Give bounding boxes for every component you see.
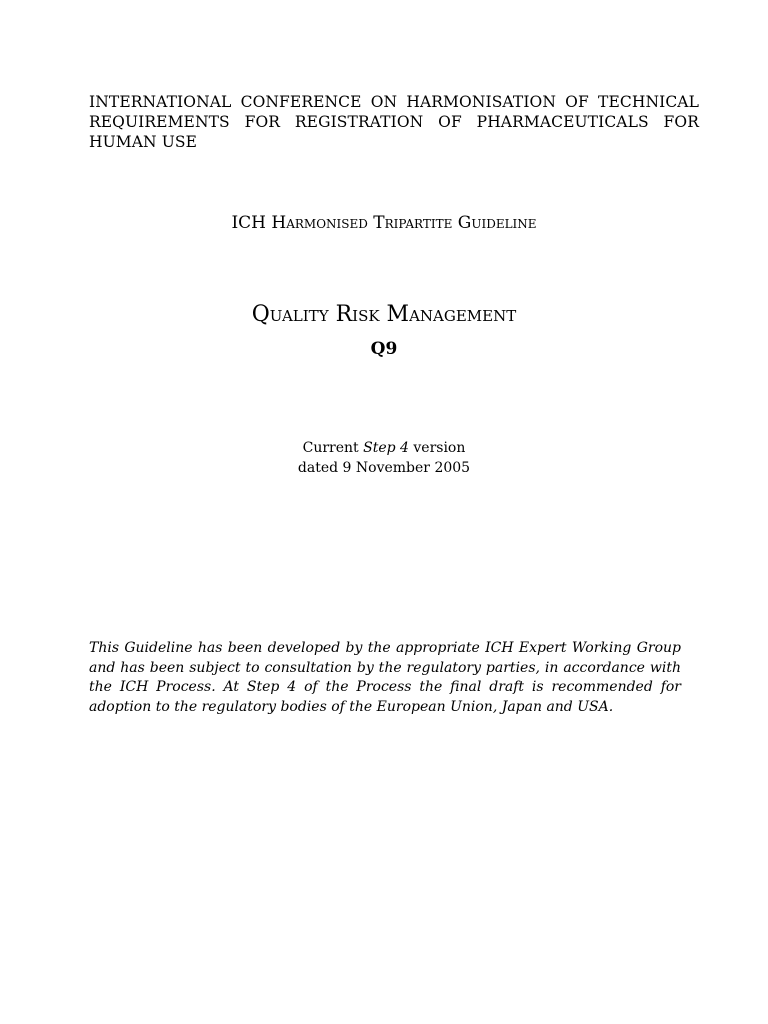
version-date: dated 9 November 2005 bbox=[297, 460, 471, 476]
version-block bbox=[0, 438, 768, 478]
guideline-description: This Guideline has been developed by the appropriate ICH Expert Working Group and has been subject to consultation by the regulatory parties, in accordance with the ICH Process. At Step 4 of the Process the final draft is recommended for adoption to the regulatory bodies of the European Union, Japan and USA. bbox=[89, 640, 681, 715]
version-step: Step 4 bbox=[363, 440, 409, 456]
document-title: Quality Risk Management bbox=[251, 302, 517, 327]
document-code: Q9 bbox=[370, 339, 398, 359]
guideline-type-heading: ICH Harmonised Tripartite Guideline bbox=[231, 213, 537, 233]
version-line bbox=[0, 438, 768, 458]
version-suffix: version bbox=[408, 440, 466, 456]
version-prefix: Current bbox=[302, 440, 364, 456]
conference-heading: INTERNATIONAL CONFERENCE ON HARMONISATION OF TECHNICAL REQUIREMENTS FOR REGISTRATION OF PHARMACEUTICALS FOR HUMAN USE bbox=[89, 93, 699, 151]
